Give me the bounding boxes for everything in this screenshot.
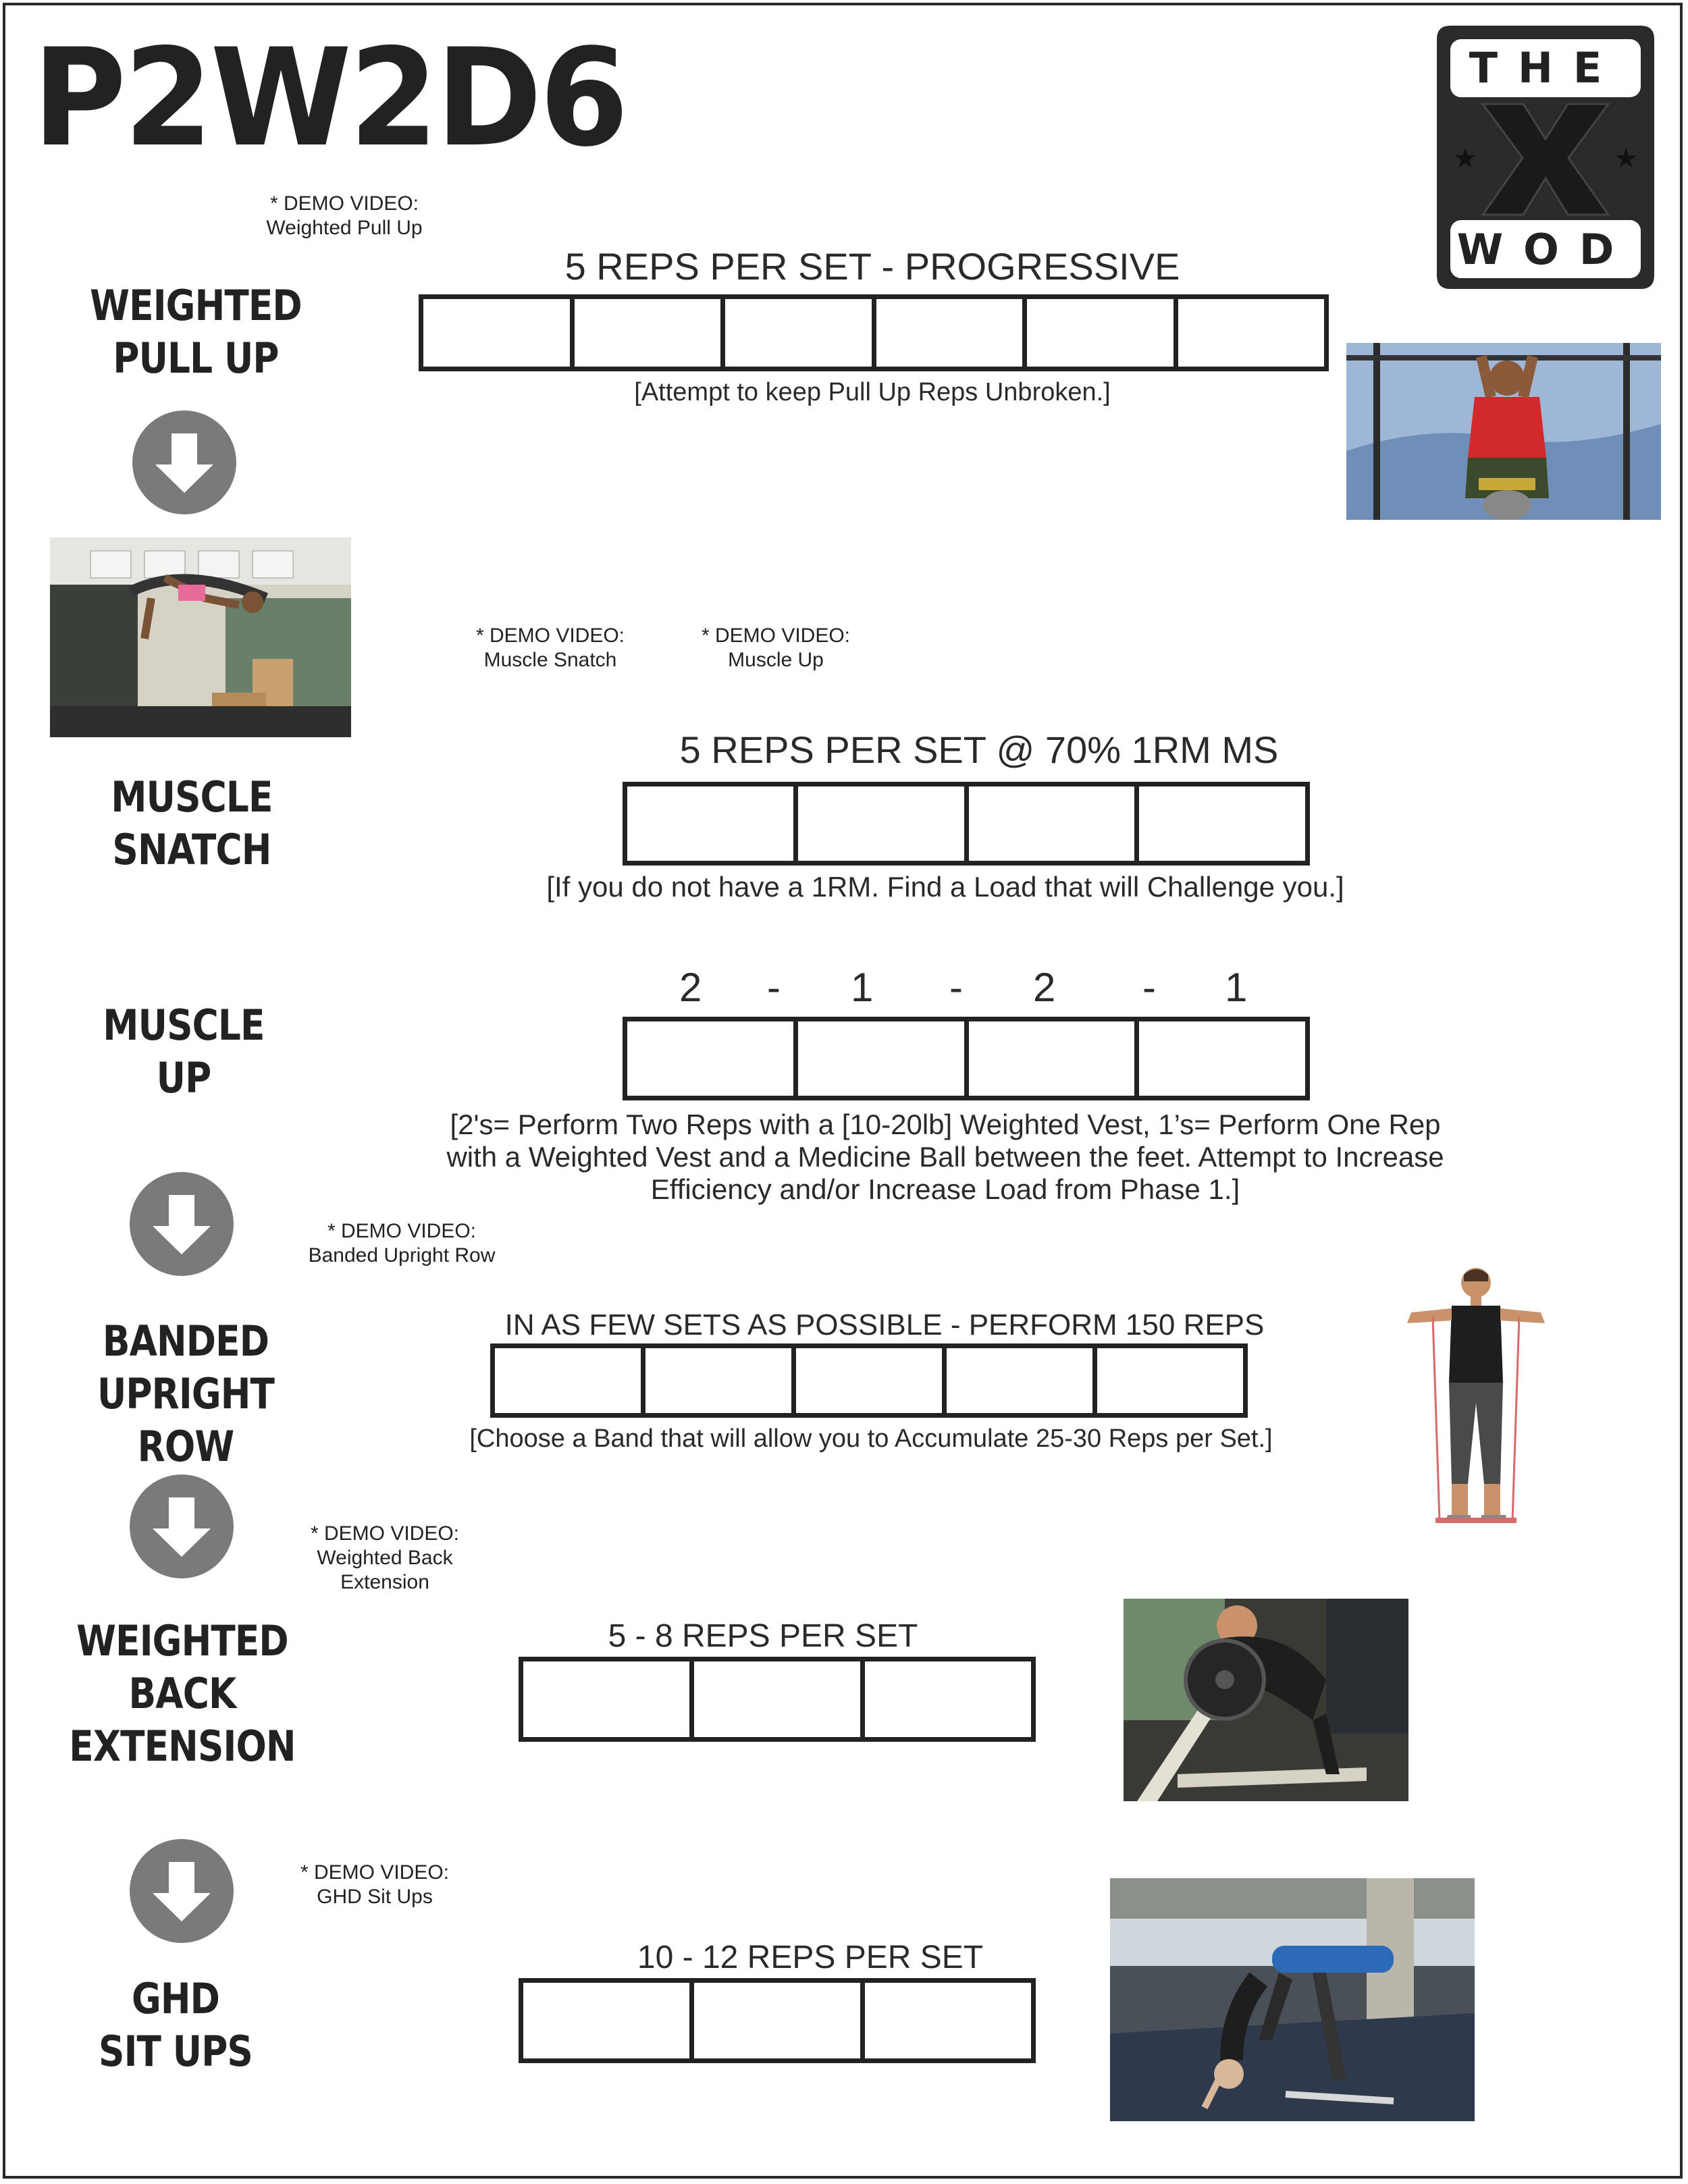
demo-label: * DEMO VIDEO: — [327, 1220, 477, 1242]
page-title: P2W2D6 — [32, 20, 627, 177]
sequence-value: 1 — [1225, 965, 1248, 1010]
rep-box[interactable] — [969, 787, 1140, 861]
rep-box[interactable] — [523, 1983, 694, 2058]
rep-box[interactable] — [1139, 787, 1305, 861]
rep-box[interactable] — [575, 299, 726, 367]
logo-top-text: THE — [1469, 43, 1623, 92]
rep-box[interactable] — [694, 1661, 865, 1737]
set-heading-pull-up: 5 REPS PER SET - PROGRESSIVE — [564, 245, 1180, 288]
rep-box[interactable] — [796, 1348, 947, 1413]
set-heading-muscle-snatch: 5 REPS PER SET @ 70% 1RM MS — [679, 728, 1279, 771]
rep-box[interactable] — [947, 1348, 1097, 1413]
demo-video-link-ghd[interactable] — [284, 1861, 466, 1909]
rep-box[interactable] — [1178, 299, 1325, 367]
down-arrow-icon — [130, 1474, 234, 1578]
rep-box[interactable] — [627, 1021, 798, 1096]
rep-box[interactable] — [865, 1983, 1031, 2058]
demo-title: GHD Sit Ups — [317, 1886, 433, 1908]
star-icon: ★ — [1453, 143, 1477, 174]
rep-box[interactable] — [694, 1983, 865, 2058]
sequence-value: 2 — [679, 965, 702, 1010]
rep-box[interactable] — [969, 1021, 1140, 1096]
rep-boxes-ghd[interactable] — [519, 1978, 1036, 2063]
the-x-wod-logo — [1430, 24, 1661, 301]
demo-title: Banded Upright Row — [308, 1244, 496, 1267]
rep-box[interactable] — [523, 1661, 694, 1737]
set-heading-upright-row: IN AS FEW SETS AS POSSIBLE - PERFORM 150 REPS — [504, 1308, 1265, 1341]
banded-upright-row-photo — [1398, 1261, 1553, 1531]
demo-video-link-back-extension[interactable] — [284, 1522, 486, 1595]
demo-label: * DEMO VIDEO: — [300, 1861, 450, 1884]
down-arrow-icon — [130, 1839, 234, 1943]
rep-box[interactable] — [1097, 1348, 1243, 1413]
rep-box[interactable] — [495, 1348, 645, 1413]
rep-boxes-back-extension[interactable] — [519, 1657, 1036, 1742]
rep-boxes-muscle-snatch[interactable] — [623, 782, 1310, 865]
set-heading-ghd: 10 - 12 REPS PER SET — [637, 1940, 984, 1975]
note-muscle-snatch: [If you do not have a 1RM. Find a Load that will Challenge you.] — [546, 871, 1344, 903]
back-extension-photo — [1124, 1599, 1408, 1801]
rep-box[interactable] — [1139, 1021, 1305, 1096]
demo-video-link-upright-row[interactable] — [290, 1219, 513, 1268]
star-icon: ★ — [1614, 143, 1638, 174]
rep-box[interactable] — [798, 1021, 969, 1096]
rep-boxes-pull-up[interactable] — [419, 294, 1329, 371]
note-pull-up: [Attempt to keep Pull Up Reps Unbroken.] — [634, 378, 1111, 406]
logo-bottom-text: WOD — [1456, 225, 1635, 274]
rep-box[interactable] — [725, 299, 876, 367]
rep-box[interactable] — [1027, 299, 1178, 367]
note-muscle-up: [2's= Perform Two Reps with a [10-20lb] Weighted Vest, 1’s= Perform One Rep with a Weighted Vest and a Medicine Ball between the feet. Attempt to Increase Efficiency and/or Increase Load from Phase 1.] — [446, 1109, 1444, 1205]
rep-boxes-upright-row[interactable] — [490, 1343, 1248, 1418]
note-upright-row: [Choose a Band that will allow you to Accumulate 25-30 Reps per Set.] — [469, 1424, 1273, 1453]
demo-title: Weighted Back — [317, 1547, 453, 1569]
demo-video-link-muscle-snatch[interactable] — [466, 624, 635, 672]
down-arrow-icon — [132, 410, 236, 514]
demo-label: * DEMO VIDEO: — [701, 624, 851, 647]
muscle-up-photo — [50, 537, 351, 737]
sequence-dash: - — [767, 965, 781, 1010]
demo-title: Muscle Up — [728, 649, 824, 671]
demo-video-link-muscle-up[interactable] — [691, 624, 860, 672]
demo-title: Extension — [340, 1571, 429, 1593]
exercise-name-back-extension: WEIGHTED BACK EXTENSION — [69, 1616, 296, 1771]
demo-label: * DEMO VIDEO: — [475, 624, 625, 647]
exercise-name-pull-up: WEIGHTED PULL UP — [90, 281, 302, 383]
sequence-value: 2 — [1033, 965, 1056, 1010]
down-arrow-icon — [130, 1172, 234, 1276]
rep-box[interactable] — [645, 1348, 796, 1413]
sequence-value: 1 — [851, 965, 874, 1010]
exercise-name-muscle-snatch: MUSCLE SNATCH — [111, 772, 273, 874]
rep-box[interactable] — [423, 299, 575, 367]
demo-label: * DEMO VIDEO: — [269, 192, 419, 215]
sequence-dash: - — [949, 965, 963, 1010]
demo-title: Muscle Snatch — [483, 649, 617, 671]
rep-box[interactable] — [798, 787, 969, 861]
exercise-name-upright-row: BANDED UPRIGHT ROW — [97, 1316, 275, 1471]
pull-up-photo — [1346, 343, 1661, 520]
rep-box[interactable] — [865, 1661, 1031, 1737]
exercise-name-muscle-up: MUSCLE UP — [103, 1001, 265, 1102]
ghd-sit-up-photo — [1110, 1878, 1475, 2121]
demo-video-link-pull-up[interactable] — [243, 192, 446, 240]
demo-label: * DEMO VIDEO: — [310, 1522, 460, 1545]
rep-box[interactable] — [627, 787, 798, 861]
rep-boxes-muscle-up[interactable] — [623, 1017, 1310, 1100]
demo-title: Weighted Pull Up — [266, 217, 423, 239]
set-heading-back-extension: 5 - 8 REPS PER SET — [608, 1618, 918, 1654]
sequence-dash: - — [1142, 965, 1156, 1010]
rep-box[interactable] — [876, 299, 1028, 367]
exercise-name-ghd: GHD SIT UPS — [99, 1974, 253, 2076]
